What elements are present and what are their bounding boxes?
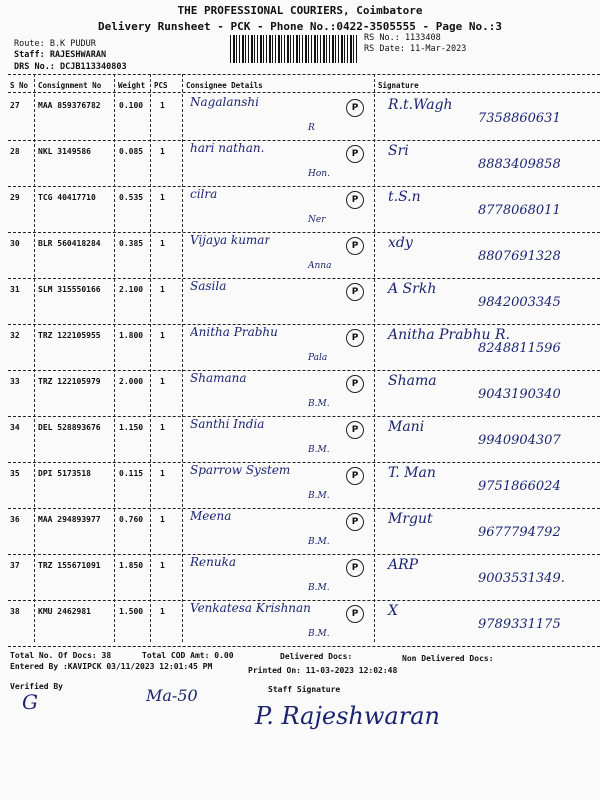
relation-note: R	[308, 123, 315, 133]
weight-value: 2.000	[119, 377, 144, 386]
relation-note: Pala	[308, 353, 328, 363]
consignment-number: KMU 2462981	[38, 607, 91, 616]
recipient-phone: 8248811596	[478, 341, 561, 356]
pieces-count: 1	[160, 469, 165, 478]
recipient-phone: 8807691328	[478, 249, 561, 264]
table-row	[8, 325, 600, 371]
verifier-mark: G	[22, 690, 38, 714]
total-cod: Total COD Amt: 0.00	[142, 651, 234, 660]
consignment-number: BLR 560418284	[38, 239, 101, 248]
serial-number: 29	[10, 193, 20, 202]
stamp-mark: P	[346, 237, 364, 255]
pieces-count: 1	[160, 285, 165, 294]
recipient-phone: 9751866024	[478, 479, 561, 494]
weight-value: 0.100	[119, 101, 144, 110]
staff-signature-label: Staff Signature	[268, 685, 341, 694]
footer-rule	[8, 646, 600, 647]
recipient-signature: Mani	[388, 419, 425, 435]
table-row	[8, 141, 600, 187]
pieces-count: 1	[160, 423, 165, 432]
table-row	[8, 95, 600, 141]
relation-note: B.M.	[308, 629, 330, 639]
consignee-name: Anitha Prabhu	[190, 325, 278, 339]
pieces-count: 1	[160, 147, 165, 156]
consignment-number: DPI 5173518	[38, 469, 91, 478]
recipient-phone: 9789331175	[478, 617, 561, 632]
serial-number: 30	[10, 239, 20, 248]
recipient-signature: t.S.n	[388, 189, 421, 205]
delivered-docs: Delivered Docs:	[280, 652, 353, 661]
recipient-signature: Sri	[388, 143, 409, 159]
recipient-phone: 9677794792	[478, 525, 561, 540]
recipient-signature: A Srkh	[388, 281, 437, 297]
column-rule	[8, 92, 600, 93]
consignment-number: TCG 40417710	[38, 193, 96, 202]
stamp-mark: P	[346, 467, 364, 485]
relation-note: B.M.	[308, 583, 330, 593]
stamp-mark: P	[346, 513, 364, 531]
weight-value: 1.500	[119, 607, 144, 616]
serial-number: 31	[10, 285, 20, 294]
consignee-name: Venkatesa Krishnan	[190, 601, 311, 615]
relation-note: B.M.	[308, 537, 330, 547]
consignment-number: NKL 3149586	[38, 147, 91, 156]
recipient-phone: 9043190340	[478, 387, 561, 402]
stamp-mark: P	[346, 559, 364, 577]
barcode	[230, 35, 358, 63]
serial-number: 35	[10, 469, 20, 478]
weight-value: 0.385	[119, 239, 144, 248]
stamp-mark: P	[346, 283, 364, 301]
runsheet-subtitle: Delivery Runsheet - PCK - Phone No.:0422-3505555 - Page No.:3	[98, 20, 502, 33]
recipient-phone: 8778068011	[478, 203, 561, 218]
table-row	[8, 509, 600, 555]
serial-number: 36	[10, 515, 20, 524]
stamp-mark: P	[346, 375, 364, 393]
non-delivered-docs: Non Delivered Docs:	[402, 654, 494, 663]
table-row	[8, 555, 600, 601]
pieces-count: 1	[160, 515, 165, 524]
stamp-mark: P	[346, 421, 364, 439]
stamp-mark: P	[346, 145, 364, 163]
weight-value: 1.850	[119, 561, 144, 570]
relation-note: Ner	[308, 215, 326, 225]
route-label: Route: B.K PUDUR	[14, 39, 96, 49]
consignment-number: MAA 859376782	[38, 101, 101, 110]
rs-number: RS No.: 1133408	[364, 33, 441, 43]
recipient-signature: ARP	[388, 557, 419, 573]
table-row	[8, 417, 600, 463]
table-row	[8, 463, 600, 509]
serial-number: 28	[10, 147, 20, 156]
relation-note: Hon.	[308, 169, 330, 179]
stamp-mark: P	[346, 99, 364, 117]
stamp-mark: P	[346, 191, 364, 209]
consignee-name: Shamana	[190, 371, 247, 385]
pieces-count: 1	[160, 561, 165, 570]
table-row	[8, 279, 600, 325]
pieces-count: 1	[160, 239, 165, 248]
recipient-signature: R.t.Wagh	[388, 97, 453, 113]
weight-value: 0.085	[119, 147, 144, 156]
col-consignee: Consignee Details	[186, 81, 263, 90]
recipient-phone: 9003531349.	[478, 571, 565, 586]
staff-signature: P. Rajeshwaran	[255, 702, 440, 730]
relation-note: B.M.	[308, 491, 330, 501]
total-docs: Total No. Of Docs: 38	[10, 651, 112, 660]
table-row	[8, 187, 600, 233]
table-row	[8, 601, 600, 647]
verified-by: Verified By	[10, 682, 63, 691]
recipient-signature: T. Man	[388, 465, 436, 481]
consignee-name: Sparrow System	[190, 463, 291, 477]
consignee-name: Renuka	[190, 555, 237, 569]
consignment-number: TRZ 122105979	[38, 377, 101, 386]
weight-value: 0.760	[119, 515, 144, 524]
staff-label: Staff: RAJESHWARAN	[14, 50, 107, 60]
serial-number: 34	[10, 423, 20, 432]
weight-value: 0.115	[119, 469, 144, 478]
consignee-name: Nagalanshi	[190, 95, 259, 109]
stamp-mark: P	[346, 329, 364, 347]
col-signature: Signature	[378, 81, 419, 90]
consignee-name: Vijaya kumar	[190, 233, 271, 247]
serial-number: 32	[10, 331, 20, 340]
consignment-number: TRZ 122105955	[38, 331, 101, 340]
recipient-signature: Mrgut	[388, 511, 433, 527]
company-title: THE PROFESSIONAL COURIERS, Coimbatore	[177, 4, 423, 17]
consignment-number: TRZ 155671091	[38, 561, 101, 570]
col-consignment: Consignment No	[38, 81, 102, 90]
recipient-phone: 9940904307	[478, 433, 561, 448]
table-row	[8, 233, 600, 279]
serial-number: 27	[10, 101, 20, 110]
col-weight: Weight	[118, 81, 146, 90]
recipient-phone: 7358860631	[478, 111, 561, 126]
col-pcs: PCS	[154, 81, 168, 90]
consignment-number: MAA 294893977	[38, 515, 101, 524]
consignee-name: Santhi India	[190, 417, 265, 431]
verifier-note: Ma-50	[146, 686, 198, 705]
consignment-number: SLM 315550166	[38, 285, 101, 294]
entered-by: Entered By :KAVIPCK 03/11/2023 12:01:45 PM	[10, 662, 213, 671]
serial-number: 33	[10, 377, 20, 386]
consignee-name: cilra	[190, 187, 218, 201]
weight-value: 2.100	[119, 285, 144, 294]
pieces-count: 1	[160, 377, 165, 386]
recipient-signature: Shama	[388, 373, 437, 389]
pieces-count: 1	[160, 101, 165, 110]
printed-on: Printed On: 11-03-2023 12:02:48	[248, 666, 398, 675]
header-rule	[8, 74, 600, 75]
consignee-name: Sasila	[190, 279, 227, 293]
recipient-phone: 9842003345	[478, 295, 561, 310]
weight-value: 1.150	[119, 423, 144, 432]
relation-note: Anna	[308, 261, 332, 271]
consignee-name: hari nathan.	[190, 141, 265, 155]
drs-label: DRS No.: DCJB113340803	[14, 62, 127, 72]
serial-number: 37	[10, 561, 20, 570]
relation-note: B.M.	[308, 399, 330, 409]
recipient-signature: Anitha Prabhu R.	[388, 327, 510, 343]
consignment-number: DEL 528893676	[38, 423, 101, 432]
pieces-count: 1	[160, 193, 165, 202]
recipient-signature: X	[388, 603, 398, 619]
weight-value: 0.535	[119, 193, 144, 202]
rs-date: RS Date: 11-Mar-2023	[364, 44, 467, 54]
pieces-count: 1	[160, 607, 165, 616]
col-sno: S No	[10, 81, 29, 90]
table-row	[8, 371, 600, 417]
pieces-count: 1	[160, 331, 165, 340]
stamp-mark: P	[346, 605, 364, 623]
weight-value: 1.800	[119, 331, 144, 340]
serial-number: 38	[10, 607, 20, 616]
recipient-phone: 8883409858	[478, 157, 561, 172]
consignee-name: Meena	[190, 509, 232, 523]
recipient-signature: xdy	[388, 235, 413, 251]
relation-note: B.M.	[308, 445, 330, 455]
